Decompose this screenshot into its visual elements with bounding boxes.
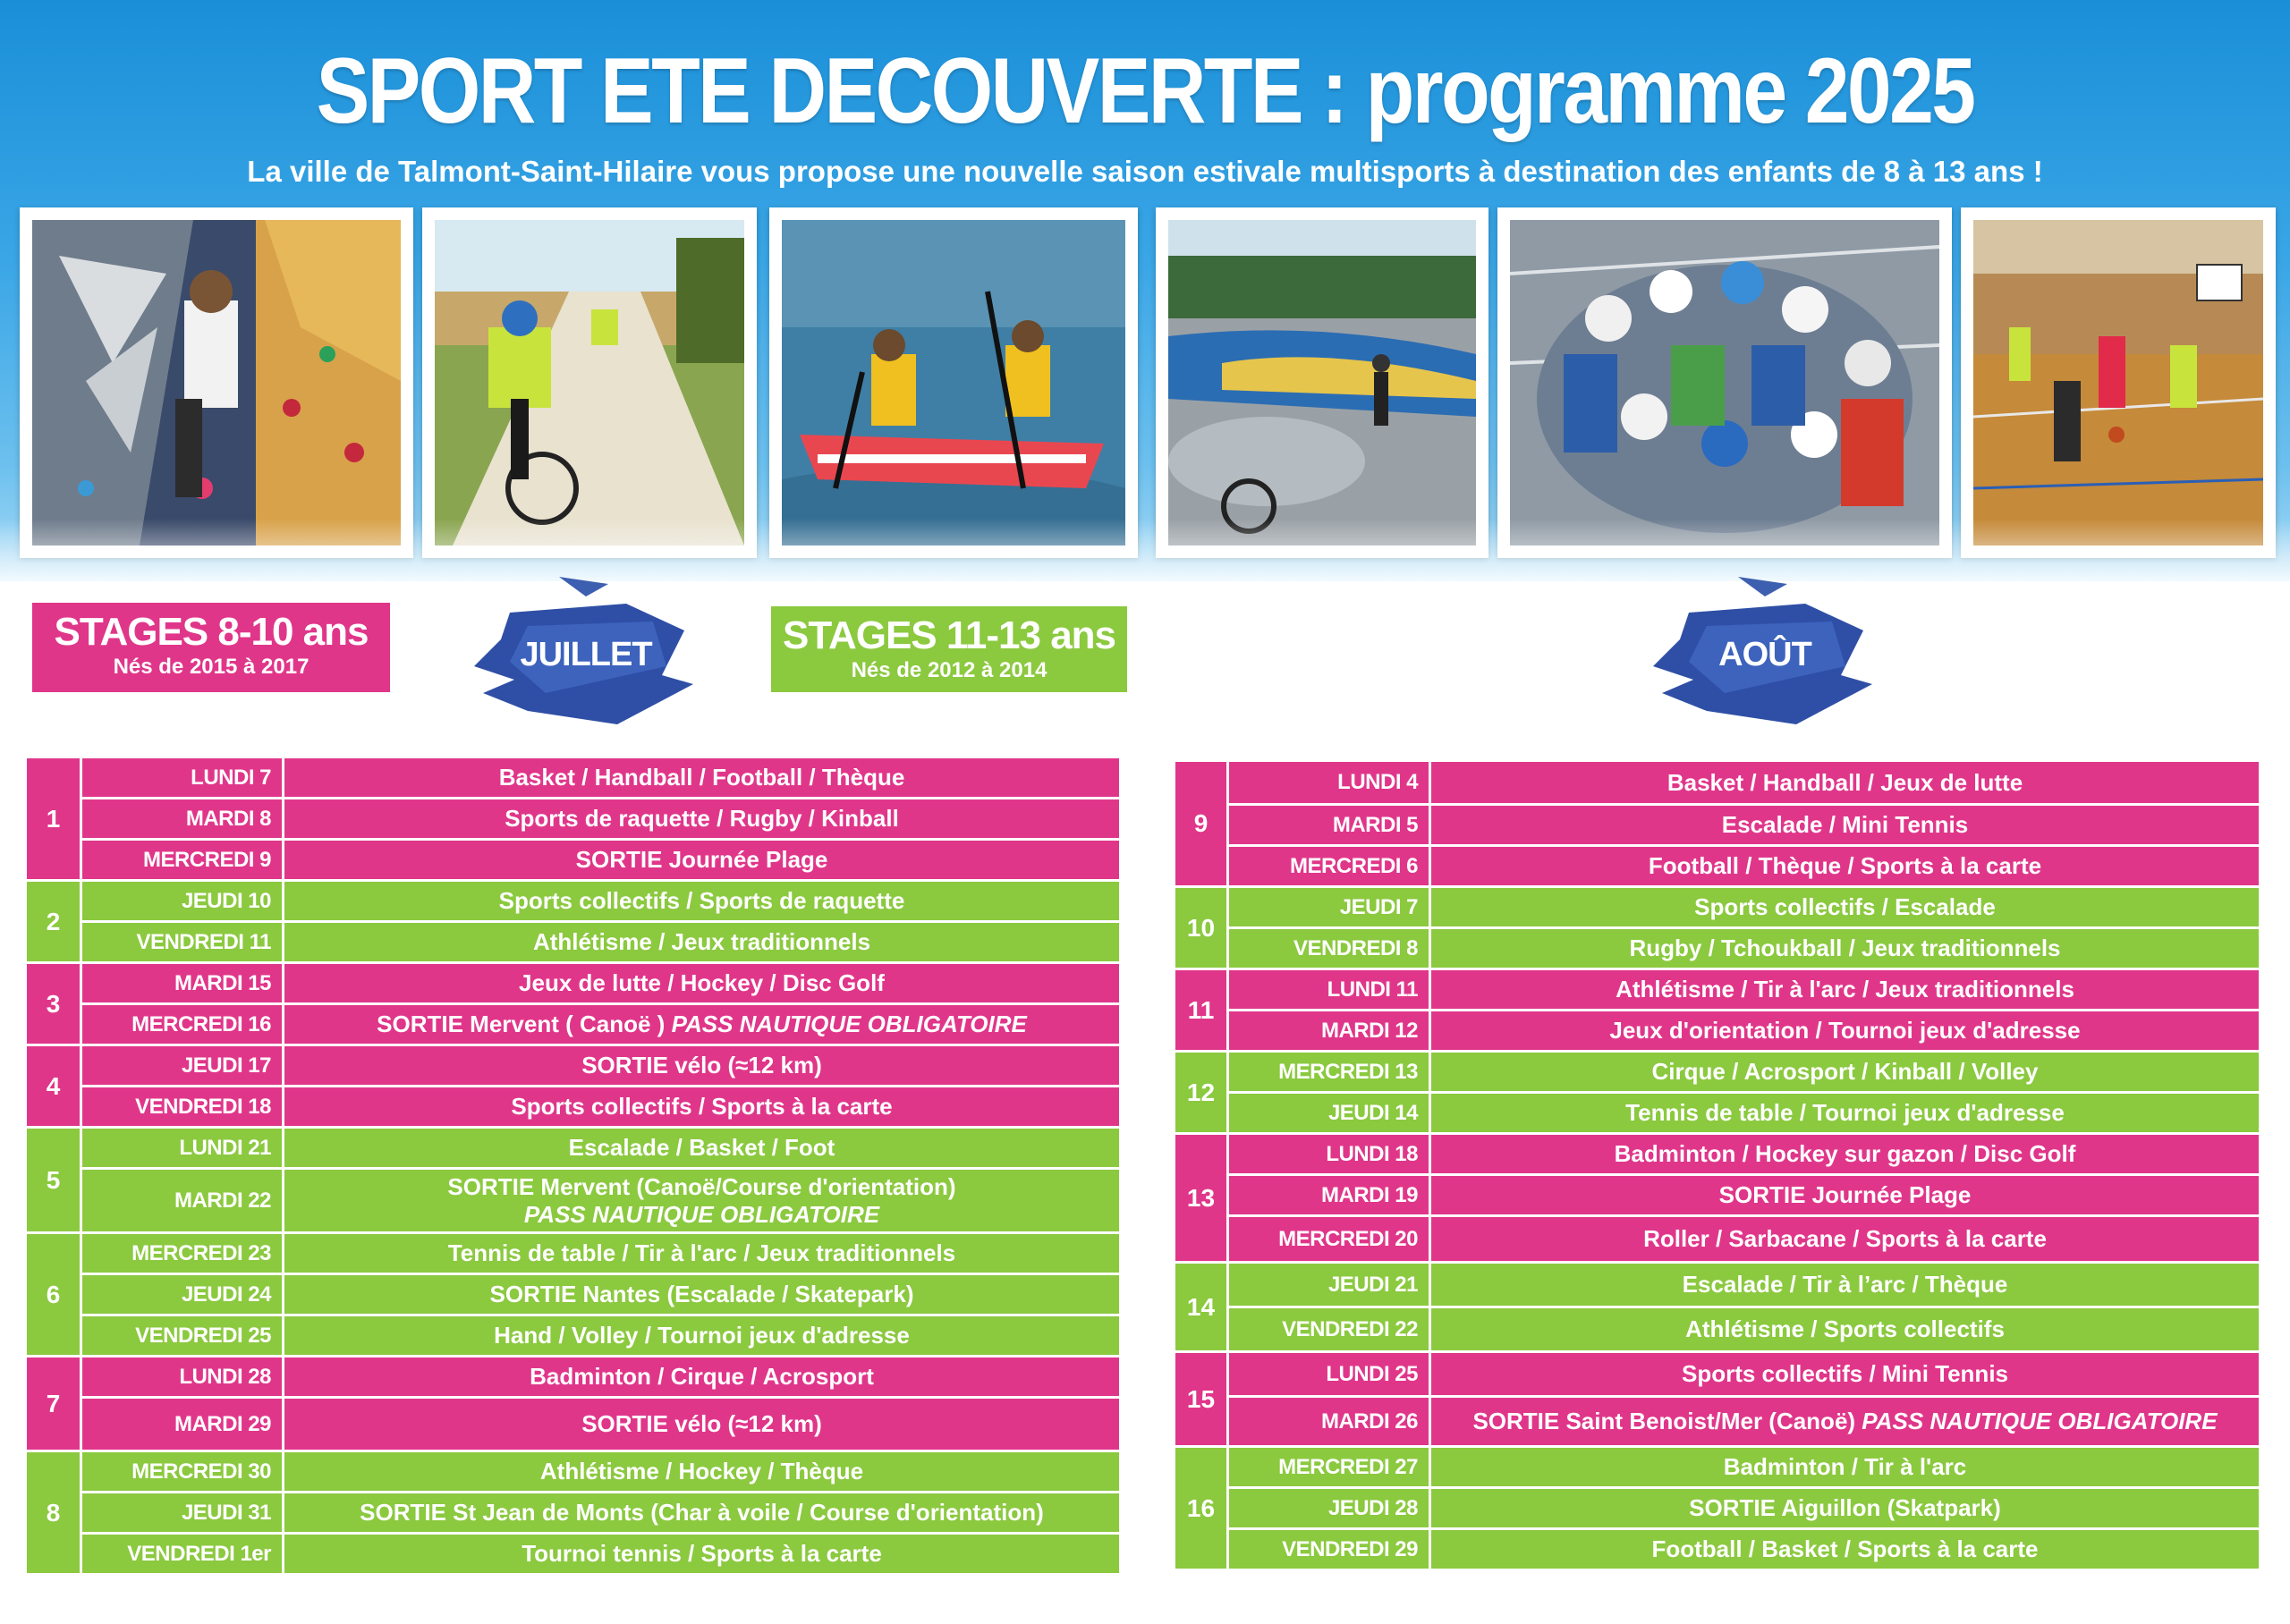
activity-cell <box>1431 888 2261 929</box>
photo-group <box>1497 207 1952 558</box>
week-number: 15 <box>1175 1353 1229 1448</box>
week-number: 7 <box>27 1358 82 1452</box>
group-helmets-photo-icon <box>1510 220 1939 546</box>
schedule-row <box>1175 806 2261 847</box>
gym-basketball-photo-icon <box>1973 220 2263 546</box>
schedule-row <box>27 1358 1122 1399</box>
schedule-row <box>1175 1264 2261 1308</box>
activity-text: Sports collectifs / Escalade <box>1694 893 1996 920</box>
photo-climbing <box>20 207 413 558</box>
week-number: 5 <box>27 1129 82 1234</box>
day-label: VENDREDI 1er <box>82 1535 284 1576</box>
activity-cell <box>1431 806 2261 847</box>
activity-text: Badminton / Cirque / Acrosport <box>530 1363 874 1390</box>
schedule-row <box>27 923 1122 964</box>
activity-cell <box>284 1535 1122 1576</box>
paddle-board-photo-icon <box>782 220 1125 546</box>
schedule-row <box>1175 1135 2261 1176</box>
schedule-row <box>1175 1489 2261 1530</box>
day-label: MERCREDI 9 <box>82 841 284 882</box>
activity-cell <box>1431 1264 2261 1308</box>
activity-text: Badminton / Tir à l'arc <box>1723 1453 1967 1480</box>
skatepark-photo-icon <box>1168 220 1476 546</box>
schedule-row <box>27 1399 1122 1452</box>
schedule-row <box>27 1275 1122 1316</box>
legend-stage-young-title: STAGES 8-10 ans <box>54 610 369 654</box>
schedule-row <box>27 1316 1122 1358</box>
activity-cell <box>1431 847 2261 888</box>
activity-text: SORTIE St Jean de Monts (Char à voile / Course d'orientation) <box>360 1499 1044 1526</box>
day-label: LUNDI 11 <box>1229 970 1431 1011</box>
activity-text: Roller / Sarbacane / Sports à la carte <box>1643 1225 2047 1252</box>
activity-cell <box>284 1005 1122 1046</box>
activity-text: SORTIE Journée Plage <box>575 846 828 873</box>
july-schedule-body <box>27 758 1122 1576</box>
day-label: VENDREDI 18 <box>82 1087 284 1129</box>
activity-cell <box>284 1129 1122 1170</box>
activity-cell <box>284 1087 1122 1129</box>
activity-cell <box>1431 1398 2261 1448</box>
page-title: SPORT ETE DECOUVERTE : programme 2025 <box>316 39 1974 143</box>
activity-text: Hand / Volley / Tournoi jeux d'adresse <box>494 1322 910 1349</box>
schedule-row <box>27 799 1122 841</box>
schedule-row <box>27 1046 1122 1087</box>
schedule-row <box>27 1005 1122 1046</box>
day-label: MERCREDI 16 <box>82 1005 284 1046</box>
activity-text: Sports collectifs / Sports de raquette <box>498 887 905 914</box>
month-label-july: JUILLET <box>520 636 652 673</box>
activity-text: Sports collectifs / Mini Tennis <box>1681 1360 2008 1387</box>
pass-nautique-note: PASS NAUTIQUE OBLIGATOIRE <box>1862 1408 2218 1434</box>
activity-text: Rugby / Tchoukball / Jeux traditionnels <box>1629 935 2061 961</box>
day-label: MERCREDI 20 <box>1229 1217 1431 1264</box>
activity-cell <box>284 841 1122 882</box>
activity-text: Cirque / Acrosport / Kinball / Volley <box>1651 1058 2039 1085</box>
day-label: MERCREDI 30 <box>82 1452 284 1493</box>
day-label: LUNDI 7 <box>82 758 284 799</box>
page-subtitle: La ville de Talmont-Saint-Hilaire vous propose une nouvelle saison estivale multisports à destination des enfants de 8 à 13 ans ! <box>247 155 2043 188</box>
legend-stage-young-sub: Nés de 2015 à 2017 <box>113 655 310 679</box>
week-number: 11 <box>1175 970 1229 1053</box>
activity-text: Athlétisme / Sports collectifs <box>1685 1315 2005 1342</box>
pass-nautique-note: PASS NAUTIQUE OBLIGATOIRE <box>523 1200 880 1228</box>
week-number: 12 <box>1175 1053 1229 1135</box>
legend-stage-old-sub: Nés de 2012 à 2014 <box>851 658 1047 682</box>
day-label: MARDI 29 <box>82 1399 284 1452</box>
photo-gym <box>1961 207 2276 558</box>
day-label: LUNDI 28 <box>82 1358 284 1399</box>
activity-cell <box>284 1046 1122 1087</box>
activity-text: Basket / Handball / Jeux de lutte <box>1667 768 2023 796</box>
activity-cell <box>1431 1530 2261 1571</box>
activity-cell <box>1431 1217 2261 1264</box>
activity-text: Athlétisme / Jeux traditionnels <box>532 928 871 955</box>
week-number: 14 <box>1175 1264 1229 1353</box>
day-label: MARDI 8 <box>82 799 284 841</box>
activity-cell <box>1431 929 2261 970</box>
activity-cell <box>284 1493 1122 1535</box>
day-label: JEUDI 10 <box>82 882 284 923</box>
activity-text: Football / Basket / Sports à la carte <box>1651 1535 2039 1562</box>
activity-cell <box>1431 1353 2261 1398</box>
day-label: JEUDI 28 <box>1229 1489 1431 1530</box>
activity-cell <box>1431 1308 2261 1353</box>
schedule-row <box>1175 1217 2261 1264</box>
schedule-row <box>27 882 1122 923</box>
day-label: MARDI 19 <box>1229 1176 1431 1217</box>
activity-cell <box>1431 1489 2261 1530</box>
activity-cell <box>1431 1176 2261 1217</box>
schedule-row <box>1175 1308 2261 1353</box>
activity-text: Badminton / Hockey sur gazon / Disc Golf <box>1614 1140 2076 1167</box>
activity-cell <box>284 923 1122 964</box>
activity-text: Jeux d'orientation / Tournoi jeux d'adresse <box>1609 1017 2081 1044</box>
day-label: JEUDI 31 <box>82 1493 284 1535</box>
activity-text: Tennis de table / Tournoi jeux d'adresse <box>1625 1099 2065 1126</box>
august-schedule-table <box>1175 762 2261 1571</box>
schedule-row <box>27 1535 1122 1576</box>
legend-stage-old <box>771 606 1127 692</box>
photo-skatepark <box>1156 207 1488 558</box>
schedule-row <box>27 1129 1122 1170</box>
week-number: 10 <box>1175 888 1229 970</box>
day-label: JEUDI 7 <box>1229 888 1431 929</box>
week-number: 13 <box>1175 1135 1229 1264</box>
day-label: LUNDI 25 <box>1229 1353 1431 1398</box>
schedule-row <box>27 1234 1122 1275</box>
day-label: JEUDI 14 <box>1229 1094 1431 1135</box>
day-label: JEUDI 17 <box>82 1046 284 1087</box>
schedule-row <box>1175 1398 2261 1448</box>
activity-cell <box>284 1234 1122 1275</box>
day-label: VENDREDI 22 <box>1229 1308 1431 1353</box>
month-label-august: AOÛT <box>1718 636 1811 673</box>
activity-text: Escalade / Mini Tennis <box>1721 811 1969 838</box>
activity-text: SORTIE vélo (≈12 km) <box>581 1410 822 1437</box>
activity-text: SORTIE Nantes (Escalade / Skatepark) <box>489 1281 914 1307</box>
activity-cell <box>1431 1094 2261 1135</box>
activity-cell <box>284 1358 1122 1399</box>
schedule-row <box>1175 1448 2261 1489</box>
legend-stage-young <box>32 603 390 692</box>
schedule-row <box>27 964 1122 1005</box>
day-label: MERCREDI 6 <box>1229 847 1431 888</box>
day-label: MERCREDI 27 <box>1229 1448 1431 1489</box>
activity-cell <box>284 1275 1122 1316</box>
week-number: 3 <box>27 964 82 1046</box>
day-label: MARDI 15 <box>82 964 284 1005</box>
activity-cell <box>284 799 1122 841</box>
day-label: MARDI 12 <box>1229 1011 1431 1053</box>
activity-text: Tennis de table / Tir à l'arc / Jeux traditionnels <box>447 1239 956 1266</box>
week-number: 16 <box>1175 1448 1229 1571</box>
activity-text: Sports collectifs / Sports à la carte <box>511 1093 893 1120</box>
day-label: JEUDI 21 <box>1229 1264 1431 1308</box>
day-label: MARDI 26 <box>1229 1398 1431 1448</box>
activity-text: Athlétisme / Hockey / Thèque <box>539 1458 864 1484</box>
week-number: 6 <box>27 1234 82 1358</box>
activity-text: Basket / Handball / Football / Thèque <box>498 764 905 791</box>
activity-text: SORTIE vélo (≈12 km) <box>581 1052 822 1078</box>
schedule-row <box>1175 1094 2261 1135</box>
schedule-row <box>1175 762 2261 806</box>
activity-cell <box>1431 762 2261 806</box>
day-label: LUNDI 18 <box>1229 1135 1431 1176</box>
activity-text: Football / Thèque / Sports à la carte <box>1648 852 2042 879</box>
week-number: 1 <box>27 758 82 882</box>
week-number: 4 <box>27 1046 82 1129</box>
photo-paddle <box>769 207 1138 558</box>
schedule-row <box>1175 888 2261 929</box>
day-label: LUNDI 21 <box>82 1129 284 1170</box>
day-label: MERCREDI 23 <box>82 1234 284 1275</box>
activity-text: Jeux de lutte / Hockey / Disc Golf <box>519 969 885 996</box>
header-banner <box>0 0 2290 581</box>
activity-text: SORTIE Saint Benoist/Mer (Canoë) <box>1472 1408 1856 1434</box>
schedule-row <box>27 758 1122 799</box>
legend-stage-old-title: STAGES 11-13 ans <box>782 613 1116 657</box>
activity-cell <box>284 1452 1122 1493</box>
day-label: MARDI 22 <box>82 1170 284 1234</box>
photo-cycling <box>422 207 757 558</box>
activity-text: SORTIE Aiguillon (Skatpark) <box>1689 1494 2001 1521</box>
week-number: 9 <box>1175 762 1229 888</box>
week-number: 8 <box>27 1452 82 1576</box>
day-label: VENDREDI 25 <box>82 1316 284 1358</box>
july-schedule-table <box>27 758 1122 1576</box>
schedule-row <box>27 1452 1122 1493</box>
pass-nautique-note: PASS NAUTIQUE OBLIGATOIRE <box>671 1011 1027 1037</box>
day-label: VENDREDI 29 <box>1229 1530 1431 1571</box>
schedule-row <box>1175 1176 2261 1217</box>
activity-cell <box>1431 970 2261 1011</box>
activity-text: Escalade / Tir à l’arc / Thèque <box>1682 1271 2008 1298</box>
schedule-row <box>1175 847 2261 888</box>
schedule-row <box>1175 970 2261 1011</box>
day-label: MERCREDI 13 <box>1229 1053 1431 1094</box>
activity-text: Tournoi tennis / Sports à la carte <box>522 1540 882 1567</box>
schedule-row <box>27 841 1122 882</box>
cycling-path-photo-icon <box>435 220 744 546</box>
activity-cell <box>284 758 1122 799</box>
day-label: JEUDI 24 <box>82 1275 284 1316</box>
activity-text: Escalade / Basket / Foot <box>568 1134 835 1161</box>
day-label: MARDI 5 <box>1229 806 1431 847</box>
schedule-row <box>1175 1353 2261 1398</box>
activity-cell <box>284 1170 1122 1234</box>
activity-text: Sports de raquette / Rugby / Kinball <box>505 805 899 832</box>
activity-text: SORTIE Mervent (Canoë/Course d'orientation) <box>447 1172 956 1200</box>
month-badge-august <box>1653 577 1877 729</box>
activity-cell <box>284 1399 1122 1452</box>
activity-cell <box>1431 1448 2261 1489</box>
activity-text: Athlétisme / Tir à l'arc / Jeux traditionnels <box>1616 976 2074 1002</box>
august-schedule-body <box>1175 762 2261 1571</box>
schedule-row <box>1175 1053 2261 1094</box>
activity-cell <box>284 882 1122 923</box>
schedule-row <box>1175 1530 2261 1571</box>
activity-text: SORTIE Mervent ( Canoë ) <box>377 1011 666 1037</box>
schedule-row <box>27 1087 1122 1129</box>
schedule-row <box>27 1493 1122 1535</box>
day-label: LUNDI 4 <box>1229 762 1431 806</box>
schedule-row <box>1175 929 2261 970</box>
activity-text: SORTIE Journée Plage <box>1718 1181 1972 1208</box>
day-label: VENDREDI 8 <box>1229 929 1431 970</box>
week-number: 2 <box>27 882 82 964</box>
schedule-row <box>27 1170 1122 1234</box>
activity-cell <box>1431 1011 2261 1053</box>
activity-cell <box>284 964 1122 1005</box>
activity-cell <box>1431 1053 2261 1094</box>
activity-cell <box>1431 1135 2261 1176</box>
activity-cell <box>284 1316 1122 1358</box>
schedule-row <box>1175 1011 2261 1053</box>
day-label: VENDREDI 11 <box>82 923 284 964</box>
month-badge-july <box>474 577 698 729</box>
climbing-wall-photo-icon <box>32 220 401 546</box>
